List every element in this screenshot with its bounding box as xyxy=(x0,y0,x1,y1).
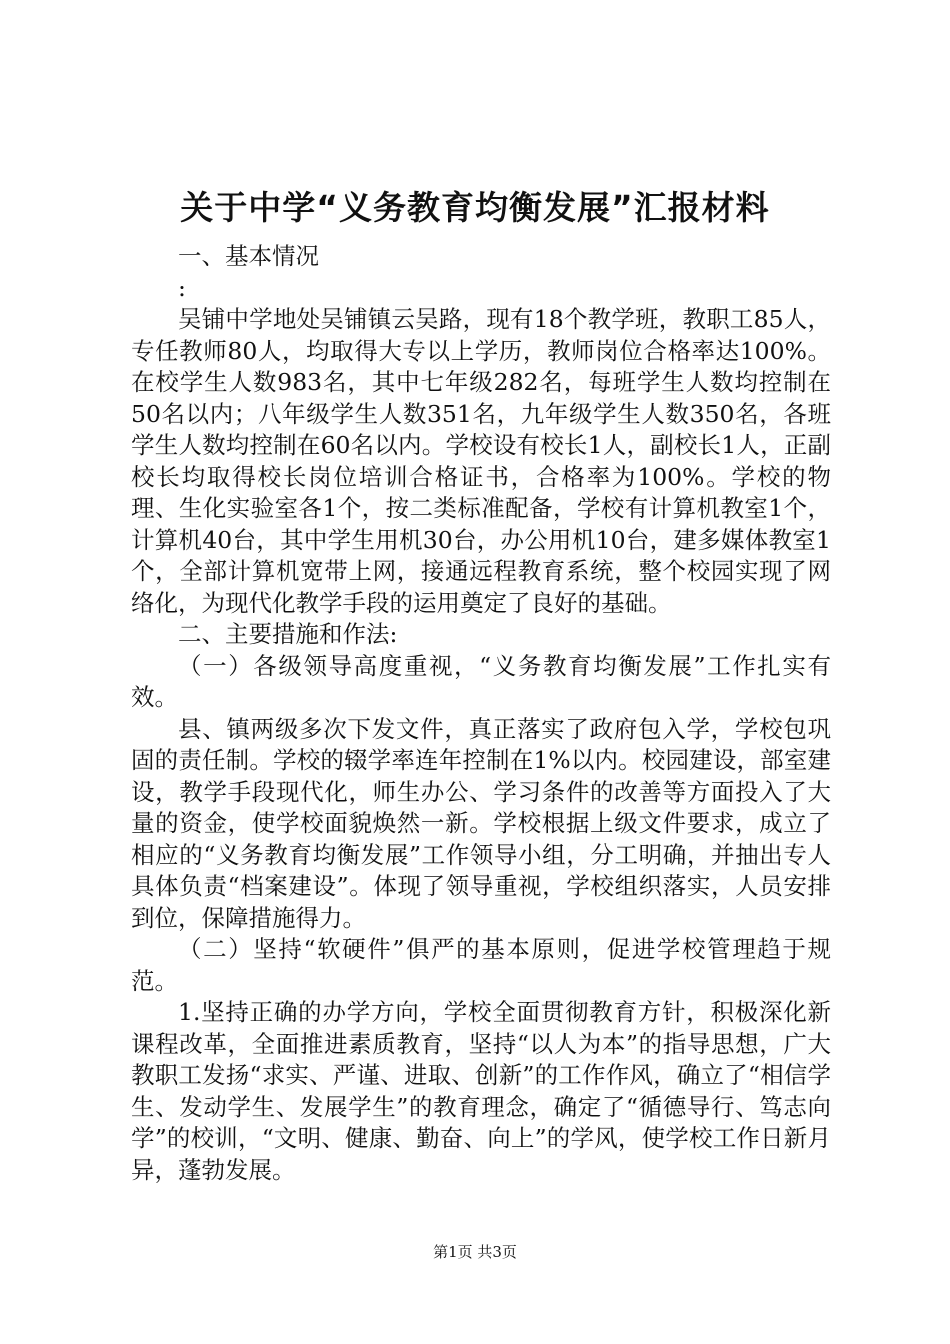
section-heading-measures: 二、主要措施和作法: xyxy=(178,620,398,648)
section-heading-basic-situation: 一、基本情况 xyxy=(178,242,319,270)
document-title: 关于中学“义务教育均衡发展”汇报材料 xyxy=(180,188,770,227)
paragraph-school-direction: 1.坚持正确的办学方向，学校全面贯彻教育方针，积极深化新课程改革，全面推进素质教育，坚持“以人为本”的指导思想，广大教职工发扬“求实、严谨、进取、创新”的工作作风，确立了“相信学生、发动学生、发展学生”的教育理念，确定了“循德导行、笃志向学”的校训，“文明、健康、勤奋、向上”的学风，使学校工作日新月异，蓬勃发展。 xyxy=(131,998,831,1184)
colon-line: : xyxy=(178,273,186,302)
subheading-leadership: （一）各级领导高度重视，“义务教育均衡发展”工作扎实有效。 xyxy=(131,651,831,711)
subheading-management: （二）坚持“软硬件”俱严的基本原则，促进学校管理趋于规范。 xyxy=(131,935,831,995)
page-footer: 第1页 共3页 xyxy=(433,1243,517,1261)
paragraph-school-overview: 吴铺中学地处吴铺镇云吴路，现有18个教学班，教职工85人，专任教师80人，均取得大专以上学历，教师岗位合格率达100%。在校学生人数983名，其中七年级282名，每班学生人数均控制在50名以内；八年级学生人数351名，九年级学生人数350名，各班学生人数均控制在60名以内。学校设有校长1人，副校长1人，正副校长均取得校长岗位培训合格证书，合格率为100%。学校的物理、生化实验室各1个，按二类标准配备，学校有计算机教室1个，计算机40台，其中学生用机30台，办公用机10台，建多媒体教室1个，全部计算机宽带上网，接通远程教育系统，整个校园实现了网络化，为现代化教学手段的运用奠定了良好的基础。 xyxy=(131,305,831,617)
document-body xyxy=(131,209,831,1186)
paragraph-leadership: 县、镇两级多次下发文件，真正落实了政府包入学，学校包巩固的责任制。学校的辍学率连年控制在1%以内。校园建设，部室建设，教学手段现代化，师生办公、学习条件的改善等方面投入了大量的资金，使学校面貌焕然一新。学校根据上级文件要求，成立了相应的“义务教育均衡发展”工作领导小组，分工明确，并抽出专人具体负责“档案建设”。体现了领导重视，学校组织落实，人员安排到位，保障措施得力。 xyxy=(131,714,831,932)
